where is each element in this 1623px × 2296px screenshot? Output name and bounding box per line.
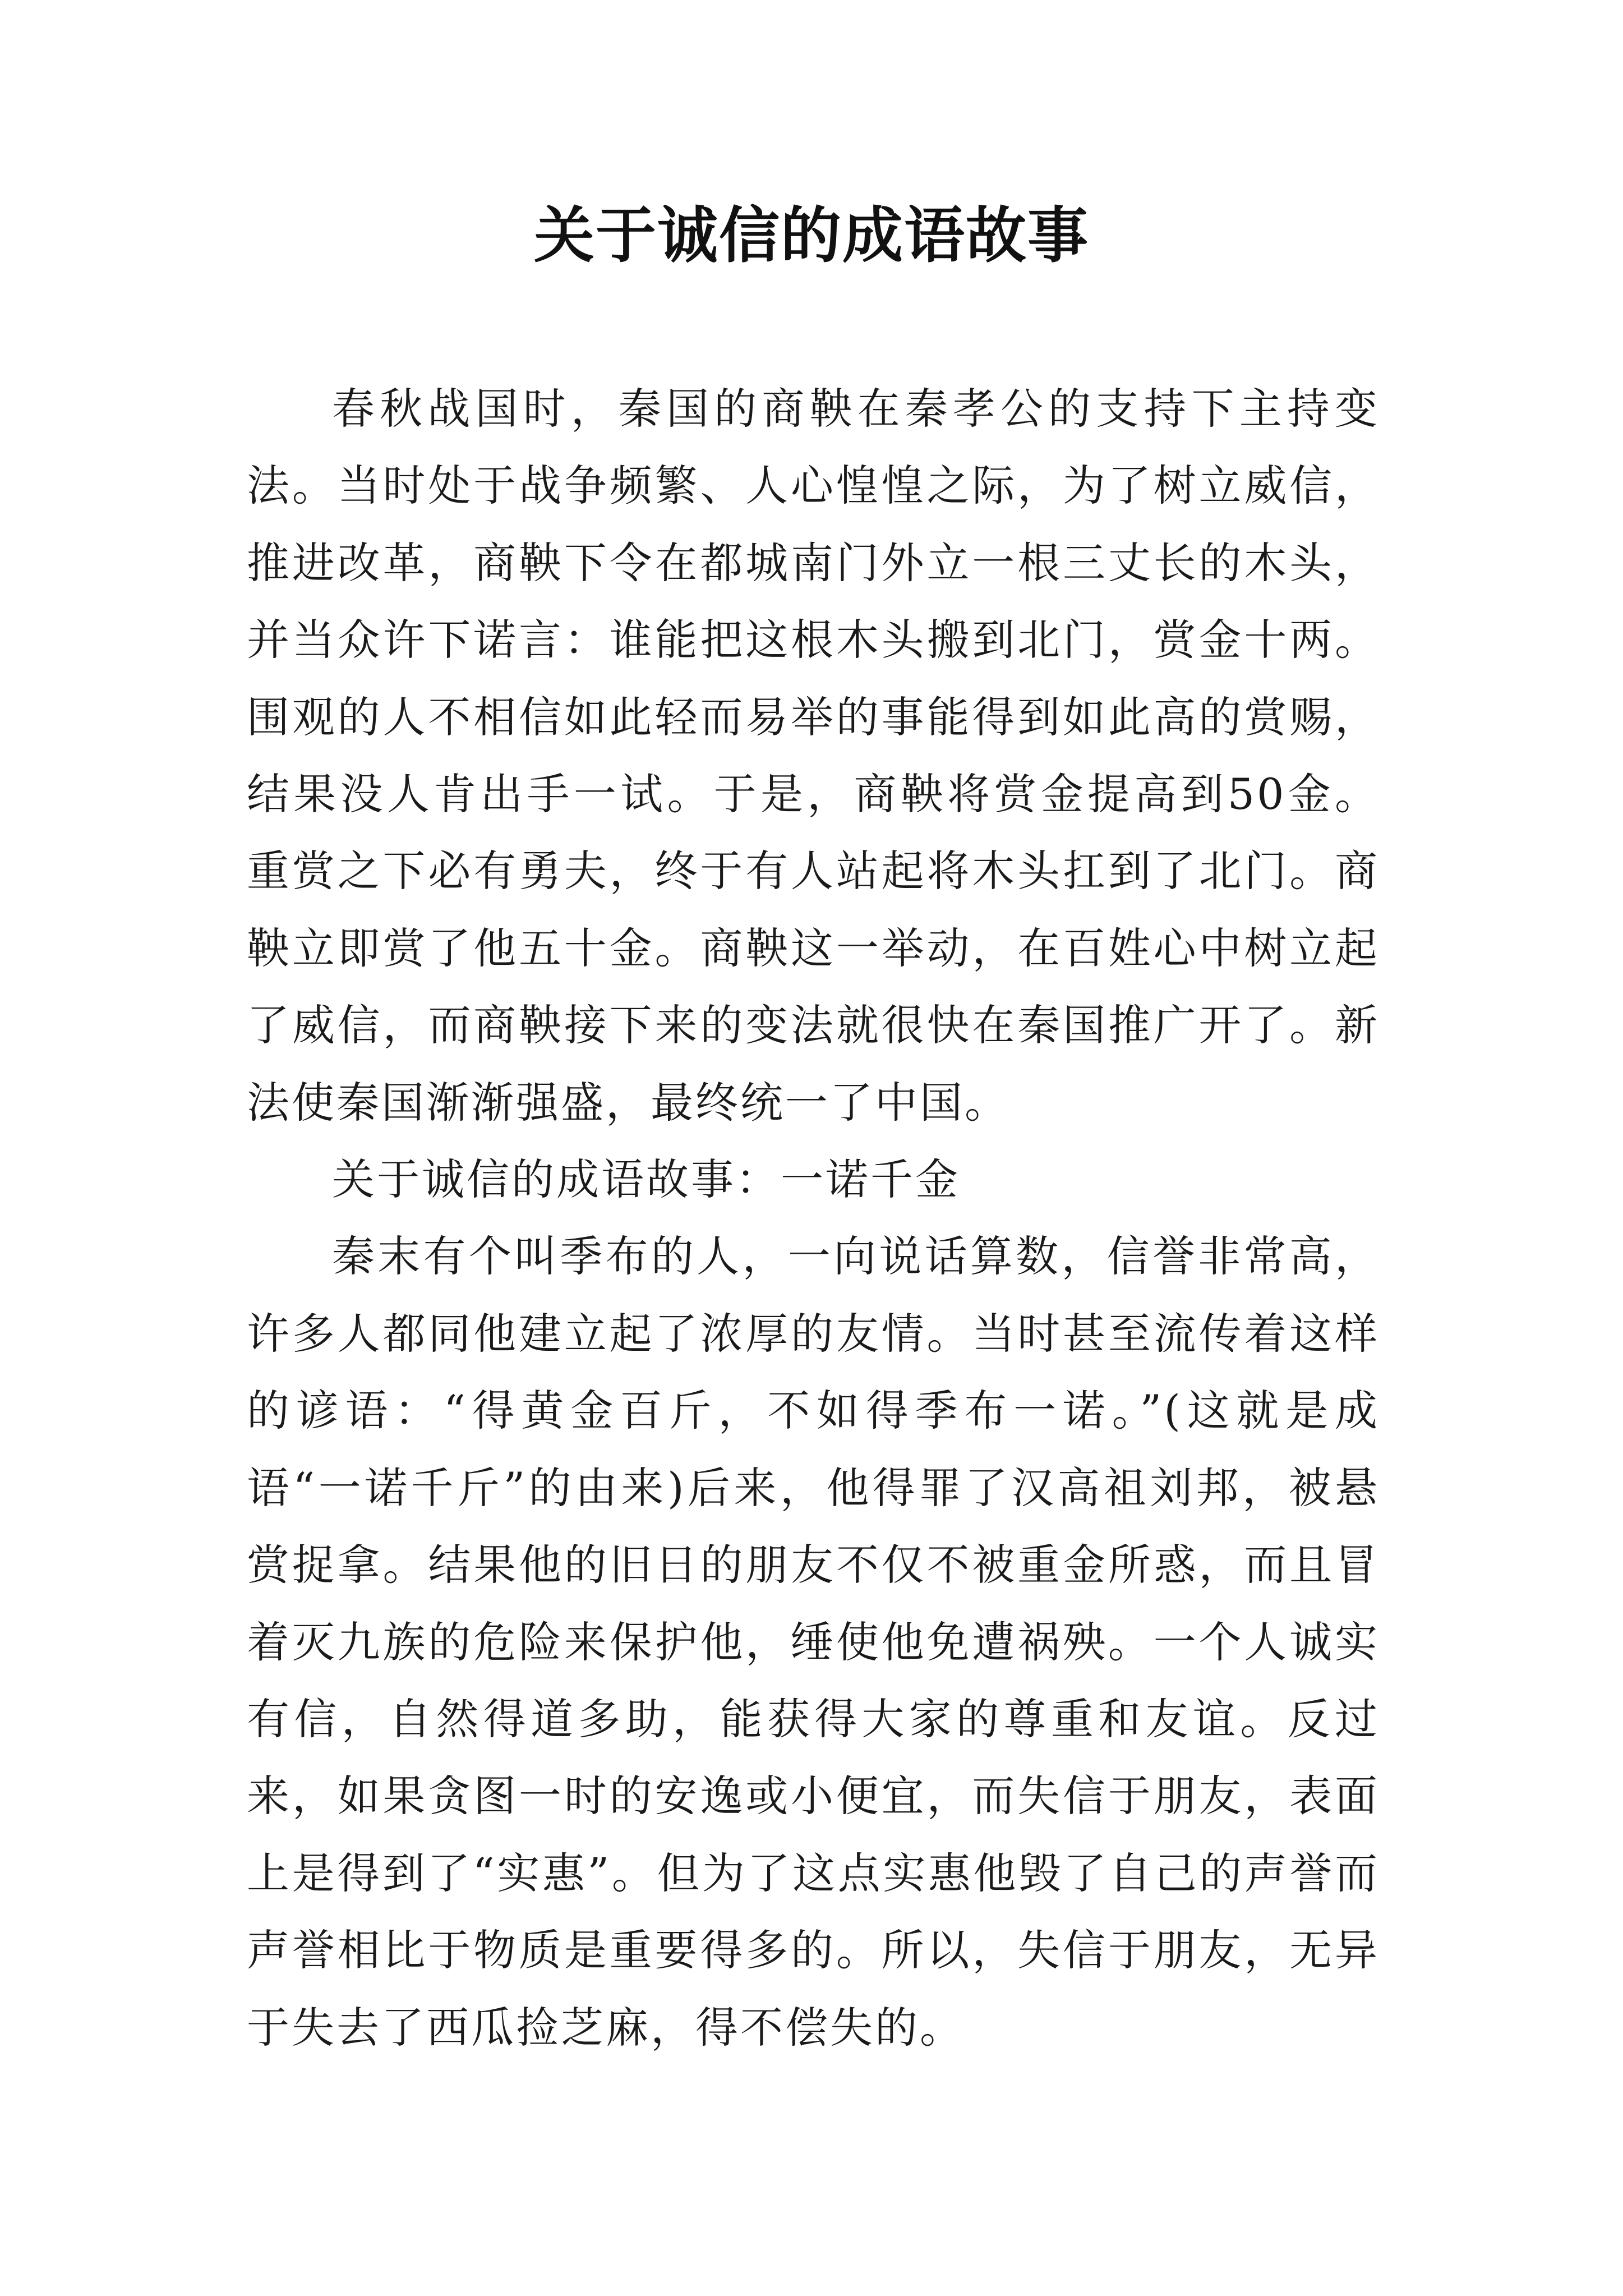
section-heading-yi-nuo-qian-jin: 关于诚信的成语故事：一诺千金 (332, 1154, 960, 1205)
paragraph-shang-yang: 春秋战国时，秦国的商鞅在秦孝公的支持下主持变法。当时处于战争频繁、人心惶惶之际，为了树立威信，推进改革，商鞅下令在都城南门外立一根三丈长的木头，并当众许下诺言：谁能把这根木头搬到北门，赏金十两。围观的人不相信如此轻而易举的事能得到如此高的赏赐，结果没人肯出手一试。于是，商鞅将赏金提高到50金。重赏之下必有勇夫，终于有人站起将木头扛到了北门。商鞅立即赏了他五十金。商鞅这一举动，在百姓心中树立起了威信，而商鞅接下来的变法就很快在秦国推广开了。新法使秦国渐渐强盛，最终统一了中国。 (247, 384, 1380, 1128)
document-title: 关于诚信的成语故事 (533, 200, 1089, 271)
paragraph-ji-bu: 秦末有个叫季布的人，一向说话算数，信誉非常高，许多人都同他建立起了浓厚的友情。当时甚至流传着这样的谚语：“得黄金百斤，不如得季布一诺。”(这就是成语“一诺千斤”的由来)后来，他得罪了汉高祖刘邦，被悬赏捉拿。结果他的旧日的朋友不仅不被重金所惑，而且冒着灭九族的危险来保护他，缍使他免遭祸殃。一个人诚实有信，自然得道多助，能获得大家的尊重和友谊。反过来，如果贪图一时的安逸或小便宜，而失信于朋友，表面上是得到了“实惠”。但为了这点实惠他毁了自己的声誉而声誉相比于物质是重要得多的。所以，失信于朋友，无异于失去了西瓜捡芝麻，得不偿失的。 (247, 1231, 1380, 2053)
document-body (247, 370, 1380, 2066)
